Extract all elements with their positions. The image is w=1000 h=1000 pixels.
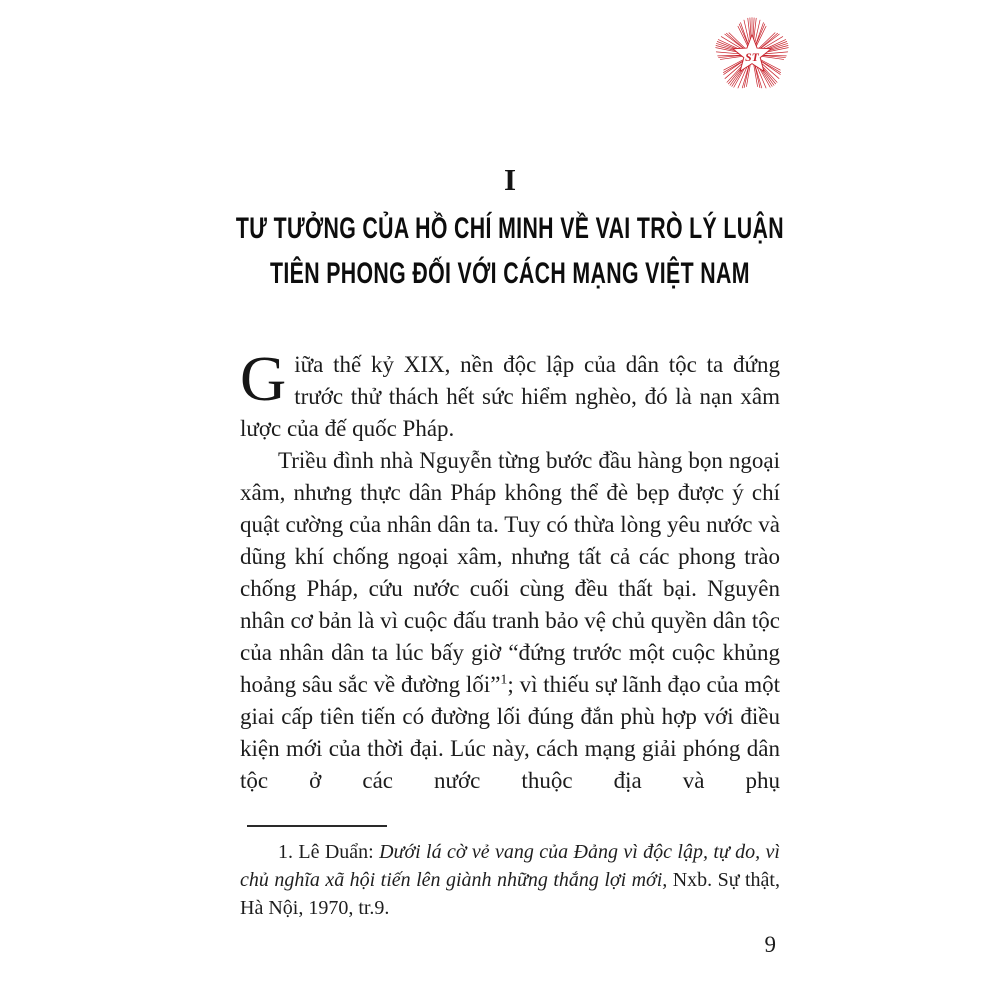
publisher-logo bbox=[713, 16, 791, 94]
chapter-title-line-2: TIÊN PHONG ĐỐI VỚI CÁCH MẠNG VIỆT NAM bbox=[270, 256, 750, 290]
publisher-monogram: ST bbox=[745, 50, 759, 64]
dropcap: G bbox=[240, 343, 287, 414]
paragraph-2-text-after-ref: ; vì thiếu sự lãnh đạo của một giai cấp tiên tiến có đường lối đúng đắn phù hợp với điều kiện mới của thời đại. Lúc này, cách mạng giải phóng dân tộc ở các nước thuộc địa và phụ bbox=[240, 672, 780, 793]
chapter-numeral: I bbox=[503, 162, 517, 197]
footnote-lead: 1. Lê Duẩn: bbox=[278, 841, 380, 863]
footnote-work-title: Dưới lá cờ vẻ vang của Đảng vì độc lập, tự do, vì chủ nghĩa xã hội tiến lên giành những thắng lợi mới, bbox=[240, 841, 780, 891]
paragraph-1 bbox=[240, 343, 780, 445]
body-text bbox=[240, 343, 780, 797]
footnote-reference-marker: 1 bbox=[500, 672, 508, 688]
footnote-publication: Nxb. Sự thật, Hà Nội, 1970, tr.9. bbox=[240, 869, 780, 919]
starburst-emblem-icon bbox=[713, 16, 791, 94]
chapter-title bbox=[235, 206, 785, 296]
chapter-title-line-1: TƯ TƯỞNG CỦA HỒ CHÍ MINH VỀ VAI TRÒ LÝ LUẬN bbox=[235, 211, 785, 245]
paragraph-2-text-before-ref: Triều đình nhà Nguyễn từng bước đầu hàng bọn ngoại xâm, nhưng thực dân Pháp không thể đè bẹp được ý chí quật cường của nhân dân ta. Tuy có thừa lòng yêu nước và dũng khí chống ngoại xâm, nhưng tất cả các phong trào chống Pháp, cứu nước cuối cùng đều thất bại. Nguyên nhân cơ bản là vì cuộc đấu tranh bảo vệ chủ quyền dân tộc của nhân dân ta lúc bấy giờ “đứng trước một cuộc khủng hoảng sâu sắc về đường lối” bbox=[240, 448, 780, 697]
page-number: 9 bbox=[764, 932, 776, 957]
paragraph-2 bbox=[240, 445, 780, 797]
paragraph-1-text: iữa thế kỷ XIX, nền độc lập của dân tộc ta đứng trước thử thách hết sức hiểm nghèo, đó là nạn xâm lược của đế quốc Pháp. bbox=[240, 352, 780, 441]
footnote bbox=[240, 838, 780, 922]
footnote-separator bbox=[247, 825, 387, 827]
